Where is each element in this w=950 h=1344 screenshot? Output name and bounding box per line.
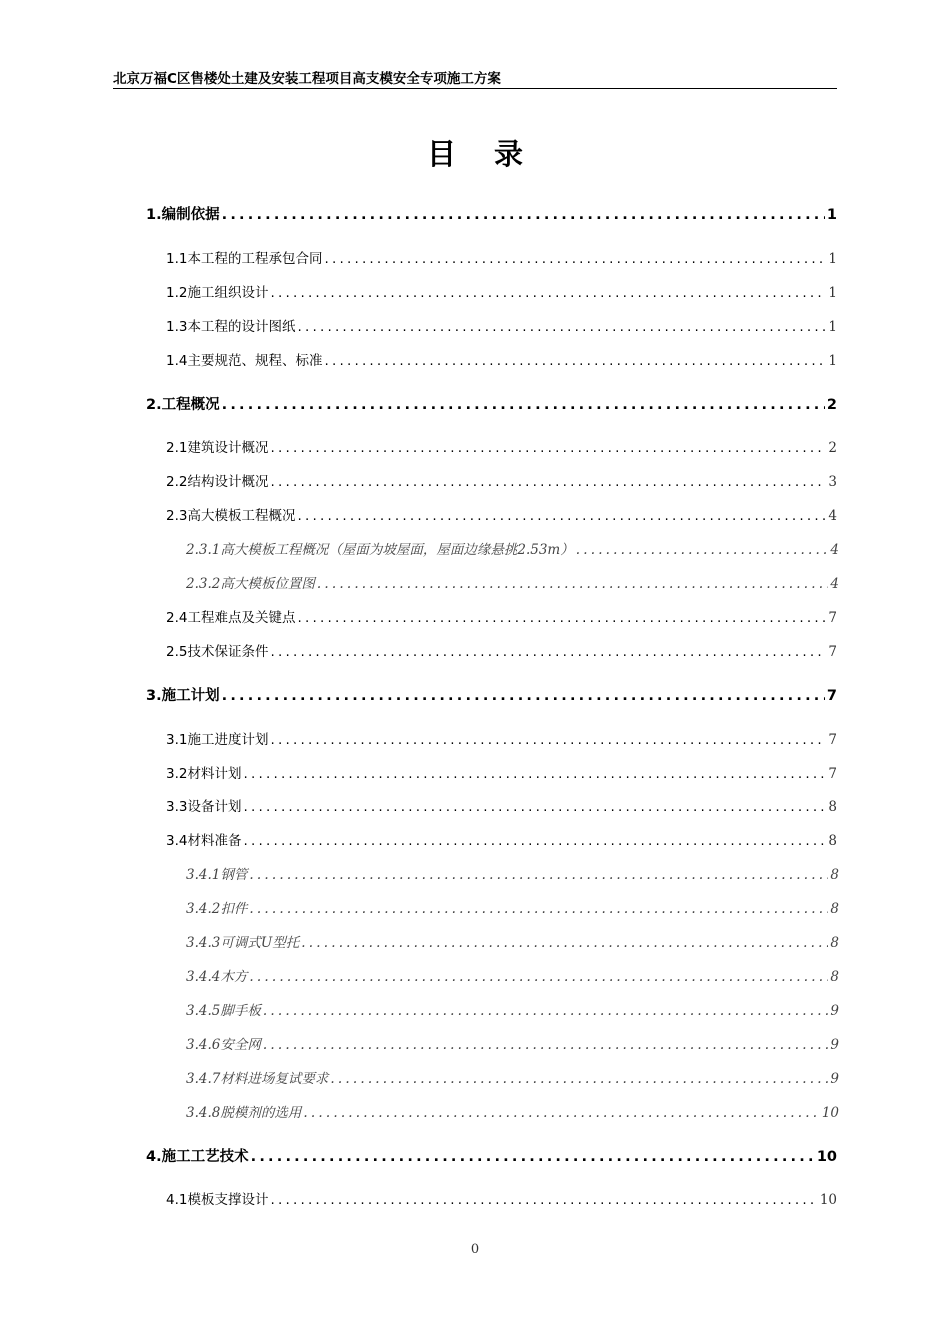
toc-dot-leader	[251, 1149, 815, 1165]
toc-dot-leader	[576, 542, 829, 558]
toc-entry-page-number: 7	[828, 610, 837, 626]
running-header	[113, 64, 837, 89]
toc-entry-label: 3.1施工进度计划	[166, 732, 269, 748]
toc-entry-page-number: 7	[828, 732, 837, 748]
toc-entry-level-2[interactable]	[166, 606, 837, 626]
toc-entry-label: 2.2结构设计概况	[166, 474, 269, 490]
toc-dot-leader	[270, 644, 826, 660]
toc-entry-level-2[interactable]	[166, 795, 837, 815]
toc-dot-leader	[270, 285, 826, 301]
toc-entry-page-number: 7	[828, 644, 837, 660]
toc-entry-label: 3.4.4木方	[186, 969, 248, 985]
toc-entry-label: 3.4.1钢管	[186, 867, 248, 883]
toc-entry-label: 1.4主要规范、规程、标准	[166, 353, 323, 369]
toc-entry-label: 3.4.2扣件	[186, 901, 248, 917]
toc-dot-leader	[243, 766, 826, 782]
toc-entry-level-1[interactable]	[146, 684, 837, 704]
toc-entry-label: 2.4工程难点及关键点	[166, 610, 296, 626]
toc-entry-level-3[interactable]	[186, 965, 839, 985]
toc-dot-leader	[301, 935, 828, 951]
toc-dot-leader	[324, 251, 826, 267]
toc-dot-leader	[263, 1003, 829, 1019]
toc-entry-page-number: 4	[828, 508, 837, 524]
toc-entry-page-number: 4	[830, 576, 839, 592]
toc-entry-label: 2.3.1高大模板工程概况（屋面为坡屋面，屋面边缘悬挑2.53m）	[186, 542, 574, 558]
toc-dot-leader	[270, 474, 826, 490]
toc-entry-label: 2.1建筑设计概况	[166, 440, 269, 456]
toc-entry-level-2[interactable]	[166, 281, 837, 301]
toc-entry-label: 3.4材料准备	[166, 833, 242, 849]
toc-entry-level-3[interactable]	[186, 1033, 839, 1053]
toc-entry-page-number: 3	[828, 474, 837, 490]
toc-entry-label: 3.施工计划	[146, 688, 220, 704]
toc-entry-level-2[interactable]	[166, 504, 837, 524]
toc-entry-level-3[interactable]	[186, 999, 839, 1019]
toc-dot-leader	[270, 1192, 817, 1208]
toc-dot-leader	[243, 833, 826, 849]
toc-entry-page-number: 9	[830, 1003, 839, 1019]
toc-entry-level-2[interactable]	[166, 640, 837, 660]
toc-entry-level-3[interactable]	[186, 538, 839, 558]
toc-entry-label: 3.3设备计划	[166, 799, 242, 815]
toc-entry-label: 4.施工工艺技术	[146, 1149, 249, 1165]
toc-entry-label: 2.3.2高大模板位置图	[186, 576, 315, 592]
toc-entry-level-3[interactable]	[186, 897, 839, 917]
toc-entry-label: 3.4.8脱模剂的选用	[186, 1105, 302, 1121]
toc-entry-label: 3.4.6安全网	[186, 1037, 261, 1053]
toc-dot-leader	[249, 969, 828, 985]
toc-dot-leader	[297, 508, 826, 524]
toc-dot-leader	[297, 610, 826, 626]
toc-entry-level-3[interactable]	[186, 572, 839, 592]
toc-entry-page-number: 1	[828, 319, 837, 335]
toc-entry-page-number: 10	[816, 1149, 837, 1165]
toc-entry-page-number: 1	[828, 353, 837, 369]
toc-entry-level-1[interactable]	[146, 393, 837, 413]
toc-entry-page-number: 8	[830, 867, 839, 883]
toc-entry-label: 2.3高大模板工程概况	[166, 508, 296, 524]
toc-entry-label: 1.1本工程的工程承包合同	[166, 251, 323, 267]
toc-dot-leader	[297, 319, 826, 335]
toc-dot-leader	[249, 901, 828, 917]
toc-entry-page-number: 1	[826, 207, 837, 223]
toc-dot-leader	[222, 207, 825, 223]
toc-entry-level-2[interactable]	[166, 728, 837, 748]
toc-entry-page-number: 8	[828, 833, 837, 849]
toc-entry-label: 2.工程概况	[146, 397, 220, 413]
toc-entry-label: 1.编制依据	[146, 207, 220, 223]
toc-entry-level-1[interactable]	[146, 203, 837, 223]
toc-entry-label: 4.1模板支撑设计	[166, 1192, 269, 1208]
toc-entry-level-3[interactable]	[186, 863, 839, 883]
toc-entry-label: 2.5技术保证条件	[166, 644, 269, 660]
toc-entry-page-number: 10	[821, 1105, 839, 1121]
toc-entry-level-2[interactable]	[166, 315, 837, 335]
toc-entry-page-number: 4	[830, 542, 839, 558]
toc-entry-page-number: 8	[828, 799, 837, 815]
toc-entry-level-2[interactable]	[166, 470, 837, 490]
toc-entry-page-number: 2	[826, 397, 837, 413]
toc-entry-level-2[interactable]	[166, 436, 837, 456]
toc-dot-leader	[222, 397, 825, 413]
toc-entry-level-1[interactable]	[146, 1145, 837, 1165]
toc-entry-page-number: 8	[830, 969, 839, 985]
toc-entry-page-number: 1	[828, 285, 837, 301]
toc-entry-page-number: 1	[828, 251, 837, 267]
toc-entry-page-number: 9	[830, 1037, 839, 1053]
toc-entry-level-3[interactable]	[186, 1101, 839, 1121]
toc-entry-page-number: 2	[828, 440, 837, 456]
toc-entry-label: 1.2施工组织设计	[166, 285, 269, 301]
toc-entry-level-2[interactable]	[166, 762, 837, 782]
toc-dot-leader	[303, 1105, 819, 1121]
toc-dot-leader	[270, 440, 826, 456]
toc-entry-level-2[interactable]	[166, 349, 837, 369]
toc-dot-leader	[270, 732, 826, 748]
toc-entry-label: 3.4.7材料进场复试要求	[186, 1071, 329, 1087]
toc-dot-leader	[324, 353, 826, 369]
toc-entry-page-number: 8	[830, 901, 839, 917]
toc-dot-leader	[222, 688, 825, 704]
toc-dot-leader	[243, 799, 826, 815]
toc-entry-page-number: 7	[826, 688, 837, 704]
toc-entry-page-number: 8	[830, 935, 839, 951]
toc-dot-leader	[330, 1071, 828, 1087]
toc-dot-leader	[263, 1037, 829, 1053]
toc-dot-leader	[249, 867, 828, 883]
toc-entry-label: 1.3本工程的设计图纸	[166, 319, 296, 335]
toc-entry-level-3[interactable]	[186, 1067, 839, 1087]
toc-entry-label: 3.4.5脚手板	[186, 1003, 261, 1019]
toc-entry-page-number: 10	[819, 1192, 837, 1208]
page-number: 0	[470, 1242, 480, 1257]
toc-entry-level-3[interactable]	[186, 931, 839, 951]
toc-entry-label: 3.2材料计划	[166, 766, 242, 782]
toc-entry-level-2[interactable]	[166, 1188, 837, 1208]
header-title: 北京万福C区售楼处土建及安装工程项目高支模安全专项施工方案	[113, 71, 501, 87]
toc-entry-level-2[interactable]	[166, 829, 837, 849]
toc-title: 目录	[426, 137, 561, 171]
toc-dot-leader	[317, 576, 829, 592]
toc-entry-level-2[interactable]	[166, 247, 837, 267]
toc-entry-page-number: 9	[830, 1071, 839, 1087]
toc-entry-label: 3.4.3可调式U型托	[186, 935, 300, 951]
toc-entry-page-number: 7	[828, 766, 837, 782]
